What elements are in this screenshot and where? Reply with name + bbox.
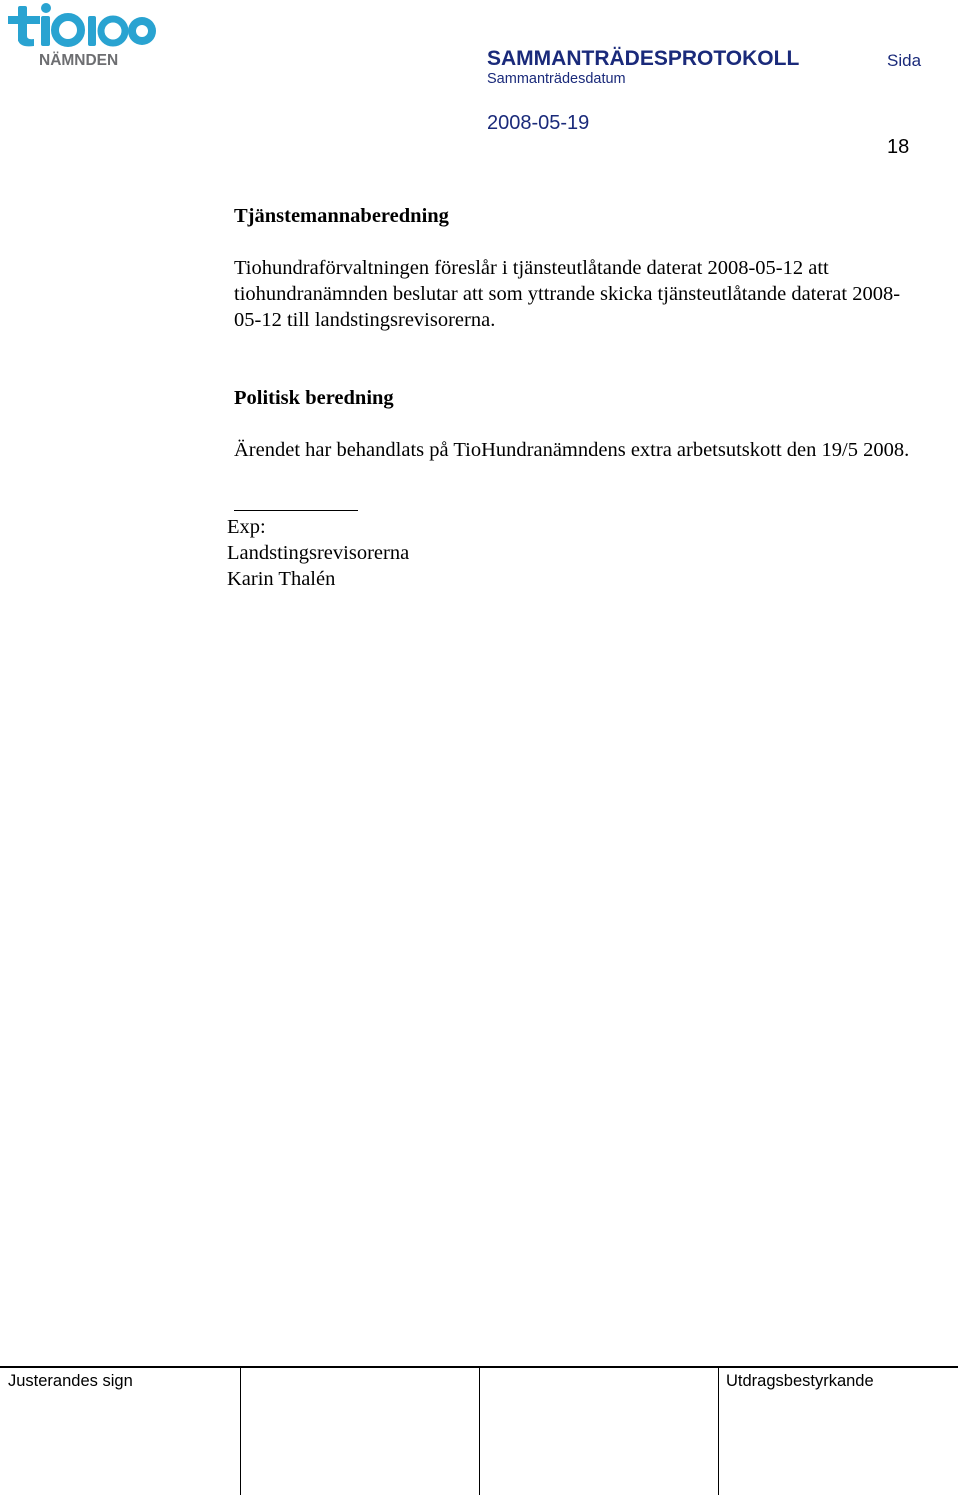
- exp-recipient: Karin Thalén: [227, 568, 336, 590]
- heading-tjanstemannaberedning: Tjänstemannaberedning: [234, 205, 449, 227]
- paragraph-tjanstemannaberedning: Tiohundraförvaltningen föreslår i tjänsteutlåtande daterat 2008-05-12 att tiohundranämnden beslutar att som yttrande skicka tjänsteutlåtande daterat 2008-05-12 till landstingsrevisorerna.: [234, 257, 901, 331]
- exp-recipient: Landstingsrevisorerna: [227, 542, 410, 564]
- exp-label: Exp:: [227, 516, 266, 538]
- meeting-date: 2008-05-19: [487, 112, 590, 134]
- logo-subtext: NÄMNDEN: [39, 52, 119, 68]
- footer-label-utdragsbestyrkande: Utdragsbestyrkande: [726, 1372, 874, 1390]
- document-title: SAMMANTRÄDESPROTOKOLL: [487, 47, 800, 70]
- footer-cell-signature: [240, 1368, 480, 1495]
- paragraph-politisk-beredning: Ärendet har behandlats på TioHundranämndens extra arbetsutskott den 19/5 2008.: [234, 439, 910, 461]
- page-label: Sida: [887, 51, 922, 70]
- footer-cell-utdragsbestyrkande: [718, 1368, 959, 1495]
- logo-graphic: [6, 2, 166, 68]
- meeting-date-label: Sammanträdesdatum: [487, 71, 626, 87]
- tio100-logo: [6, 2, 166, 68]
- expedition-list: [227, 514, 409, 592]
- heading-politisk-beredning: Politisk beredning: [234, 387, 394, 409]
- separator-line: [234, 510, 358, 511]
- footer-cell-justerandes-sign: [0, 1368, 240, 1495]
- page-number: 18: [887, 136, 910, 158]
- footer-cell-signature: [479, 1368, 719, 1495]
- footer-label-justerandes-sign: Justerandes sign: [8, 1372, 133, 1390]
- signature-footer: [0, 1366, 958, 1495]
